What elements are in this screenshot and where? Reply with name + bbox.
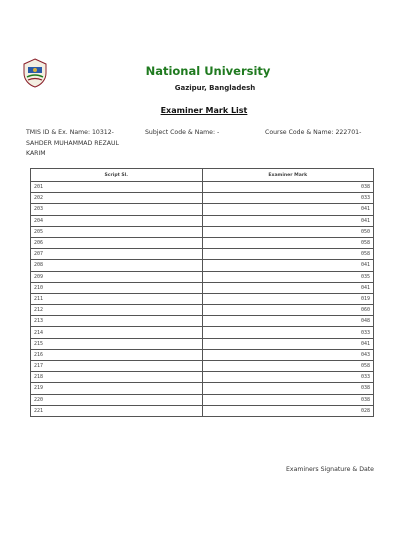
script-sl-cell: 214 [31, 327, 203, 338]
table-row [31, 361, 374, 372]
script-sl-cell: 205 [31, 226, 203, 237]
examiner-mark-cell: 038 [202, 394, 374, 405]
table-row [31, 193, 374, 204]
table-row [31, 349, 374, 360]
subject-info: Subject Code & Name: - [145, 129, 220, 136]
mark-table [30, 168, 374, 417]
examiner-mark-cell: 041 [202, 338, 374, 349]
script-sl-cell: 212 [31, 305, 203, 316]
script-sl-cell: 202 [31, 193, 203, 204]
examiner-mark-cell: 048 [202, 316, 374, 327]
script-sl-cell: 203 [31, 204, 203, 215]
table-header-row [31, 169, 374, 182]
table-row [31, 271, 374, 282]
script-sl-cell: 215 [31, 338, 203, 349]
script-sl-cell: 218 [31, 372, 203, 383]
examiner-mark-cell: 033 [202, 327, 374, 338]
examiner-mark-cell: 058 [202, 361, 374, 372]
table-row [31, 338, 374, 349]
university-location: Gazipur, Bangladesh [174, 84, 256, 92]
examiner-mark-cell: 033 [202, 193, 374, 204]
table-row [31, 372, 374, 383]
table-row [31, 316, 374, 327]
examiner-mark-cell: 041 [202, 215, 374, 226]
examiner-mark-cell: 058 [202, 237, 374, 248]
mark-table-body [31, 182, 374, 417]
table-row [31, 182, 374, 193]
examiner-mark-cell: 038 [202, 383, 374, 394]
table-row [31, 204, 374, 215]
script-sl-cell: 219 [31, 383, 203, 394]
examiner-mark-cell: 058 [202, 249, 374, 260]
examiner-mark-cell: 033 [202, 372, 374, 383]
table-row [31, 215, 374, 226]
examiner-mark-cell: 019 [202, 293, 374, 304]
script-sl-cell: 213 [31, 316, 203, 327]
examiner-mark-cell: 041 [202, 282, 374, 293]
table-row [31, 405, 374, 416]
script-sl-cell: 209 [31, 271, 203, 282]
script-sl-cell: 216 [31, 349, 203, 360]
script-sl-cell: 220 [31, 394, 203, 405]
table-row [31, 305, 374, 316]
examiner-mark-cell: 035 [202, 271, 374, 282]
table-row [31, 282, 374, 293]
script-sl-cell: 204 [31, 215, 203, 226]
examiner-mark-cell: 028 [202, 405, 374, 416]
table-row [31, 394, 374, 405]
table-row [31, 260, 374, 271]
examiner-mark-cell: 038 [202, 182, 374, 193]
script-sl-cell: 211 [31, 293, 203, 304]
script-sl-cell: 201 [31, 182, 203, 193]
script-sl-cell: 210 [31, 282, 203, 293]
examiner-mark-cell: 041 [202, 204, 374, 215]
table-row [31, 249, 374, 260]
script-sl-cell: 208 [31, 260, 203, 271]
document-title: Examiner Mark List [160, 106, 248, 115]
table-row [31, 293, 374, 304]
course-info: Course Code & Name: 222701- [265, 129, 362, 136]
script-sl-cell: 217 [31, 361, 203, 372]
table-row [31, 226, 374, 237]
signature-label: Examiners Signature & Date [286, 466, 374, 473]
table-row [31, 237, 374, 248]
script-sl-cell: 206 [31, 237, 203, 248]
examiner-mark-cell: 050 [202, 226, 374, 237]
column-header-script-sl: Script Sl. [31, 169, 203, 182]
table-row [31, 327, 374, 338]
examiner-mark-cell: 041 [202, 260, 374, 271]
examiner-mark-cell: 060 [202, 305, 374, 316]
examiner-info: TMIS ID & Ex. Name: 10312-SAHDER MUHAMMAD REZAUL KARIM [26, 129, 119, 157]
script-sl-cell: 221 [31, 405, 203, 416]
university-name: National University [145, 64, 271, 78]
column-header-examiner-mark: Examiner Mark [202, 169, 374, 182]
table-row [31, 383, 374, 394]
examiner-mark-cell: 043 [202, 349, 374, 360]
script-sl-cell: 207 [31, 249, 203, 260]
